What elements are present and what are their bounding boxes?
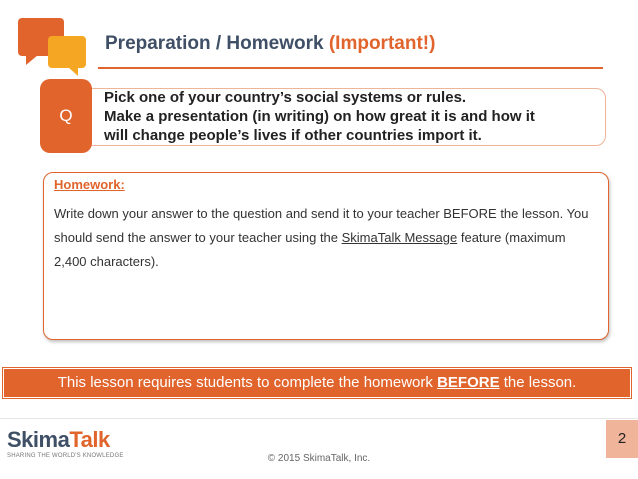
speech-bubble-yellow	[48, 36, 86, 68]
brand-name-talk: Talk	[69, 427, 110, 452]
title-paren-open: (	[323, 33, 336, 54]
brand-name-skima: Skima	[7, 427, 70, 452]
notice-text-part1: This lesson requires students to complete the homework	[57, 374, 438, 391]
title-divider	[98, 67, 603, 69]
homework-instructions	[54, 202, 594, 274]
page-title	[105, 33, 435, 55]
question-text	[104, 88, 600, 145]
footer-divider	[0, 418, 638, 419]
title-important: Important!	[335, 33, 430, 54]
skimatalk-message-link[interactable]: SkimaTalk Message	[341, 230, 458, 245]
page-number: 2	[606, 420, 638, 458]
homework-text-part2: feature (maximum 2,400 characters).	[54, 230, 566, 269]
question-line: will change people’s lives if other countries import it.	[104, 127, 482, 144]
title-paren-close: )	[429, 33, 436, 54]
copyright-notice: © 2015 SkimaTalk, Inc.	[267, 453, 371, 464]
brand-name	[7, 428, 124, 452]
speech-bubbles-logo-icon	[18, 18, 82, 74]
homework-text-part1: Write down your answer to the question and send it to your teacher BEFORE the lesson. You should send the answer to your teacher using the	[54, 206, 589, 245]
brand-tagline: SHARING THE WORLD'S KNOWLEDGE	[7, 453, 124, 459]
homework-notice-banner	[3, 368, 631, 398]
question-line: Pick one of your country’s social systems or rules.	[104, 89, 467, 106]
question-line: Make a presentation (in writing) on how great it is and how it	[104, 108, 535, 125]
question-badge: Q	[40, 79, 92, 153]
title-main: Preparation / Homework	[105, 33, 324, 54]
homework-heading: Homework:	[54, 177, 125, 192]
notice-text-part2: the lesson.	[499, 374, 577, 391]
notice-emphasis: BEFORE	[437, 374, 500, 391]
